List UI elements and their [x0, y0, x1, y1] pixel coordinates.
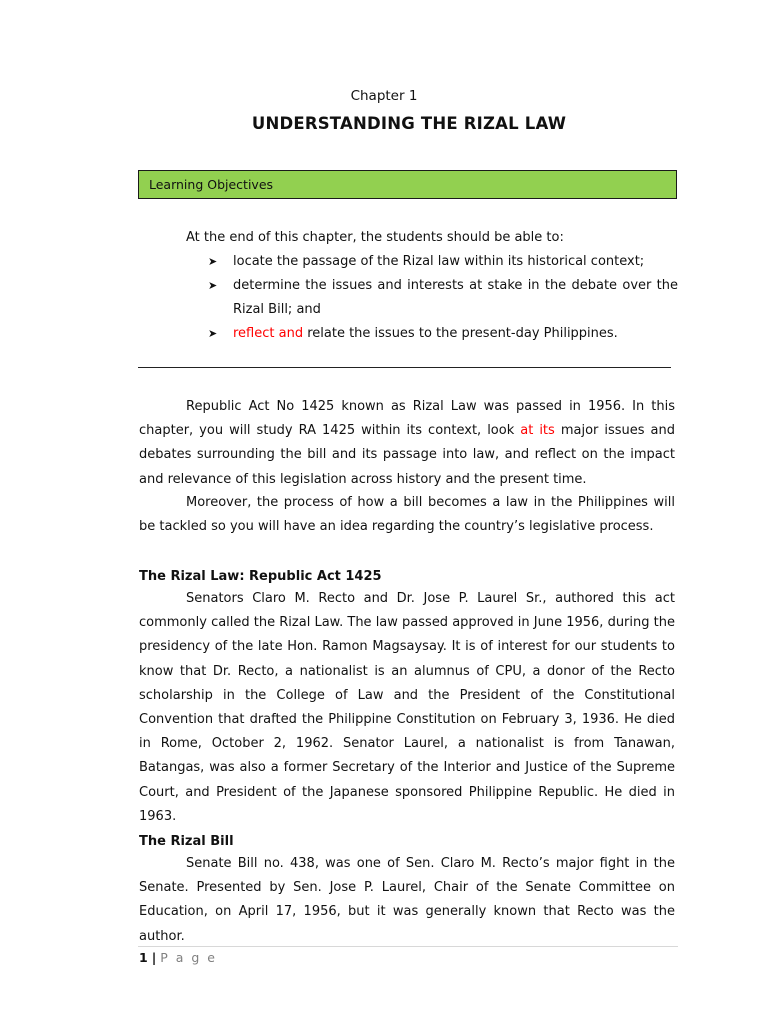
objective-text: locate the passage of the Rizal law within its historical context; — [233, 254, 645, 269]
arrowhead-bullet-icon: ➤ — [208, 327, 218, 340]
learning-objectives-label: Learning Objectives — [149, 177, 274, 192]
arrowhead-bullet-icon: ➤ — [208, 255, 218, 268]
page-number: 1 — [139, 950, 148, 965]
intro-paragraph — [139, 395, 675, 492]
objectives-intro: At the end of this chapter, the students should be able to: — [186, 230, 564, 245]
rizal-law-text: Senators Claro M. Recto and Dr. Jose P. Laurel Sr., authored this act commonly called the Rizal Law. The law passed approved in June 1956, during the presidency of the late Hon. Ramon Magsaysay. It is of interest for our students to know that Dr. Recto, a nationalist is an alumnus of CPU, a donor of the Recto scholarship in the College of Law and the President of the Constitutional Convention that drafted the Philippine Constitution on February 3, 1936. He died in Rome, October 2, 1962. Senator Laurel, a nationalist is from Tanawan, Batangas, was also a former Secretary of the Interior and Justice of the Supreme Court, and President of the Japanese sponsored Philippine Republic. He died in 1963. — [139, 591, 675, 824]
chapter-title: UNDERSTANDING THE RIZAL LAW — [251, 114, 567, 133]
intro-paragraph-2 — [139, 491, 675, 539]
section-divider — [138, 367, 671, 368]
rizal-bill-text: Senate Bill no. 438, was one of Sen. Claro M. Recto’s major fight in the Senate. Presented by Sen. Jose P. Laurel, Chair of the Senate Committee on Education, on April 17, 1956, but it was generally known that Recto was the author. — [139, 856, 675, 944]
section-heading-rizal-bill: The Rizal Bill — [139, 834, 234, 849]
page-word: P a g e — [160, 950, 217, 965]
highlighted-phrase: reflect and — [233, 326, 304, 341]
highlighted-phrase: at its — [520, 423, 555, 439]
chapter-label: Chapter 1 — [350, 88, 418, 104]
section-heading-rizal-law: The Rizal Law: Republic Act 1425 — [139, 569, 382, 584]
rizal-law-paragraph — [139, 587, 675, 829]
arrowhead-bullet-icon: ➤ — [208, 279, 218, 292]
intro-text-2: Moreover, the process of how a bill becomes a law in the Philippines will be tackled so you will have an idea regarding the country’s legislative process. — [139, 495, 675, 535]
objective-text — [233, 322, 678, 346]
objective-text: determine the issues and interests at stake in the debate over the Rizal Bill; and — [233, 278, 678, 317]
intro-text-before: Republic Act No 1425 known as Rizal Law was passed in 1956. In this chapter, you will study RA 1425 within its context, look — [139, 399, 675, 439]
learning-objectives-box — [138, 170, 677, 199]
objective-text-rest: relate the issues to the present-day Philippines. — [303, 326, 618, 341]
footer-separator: | — [151, 950, 157, 965]
footer-divider — [138, 946, 678, 947]
page-footer — [139, 950, 217, 965]
intro-text-after: major issues and debates surrounding the bill and its passage into law, and reflect on the impact and relevance of this legislation across history and the present time. — [139, 423, 676, 487]
rizal-bill-paragraph — [139, 852, 675, 949]
